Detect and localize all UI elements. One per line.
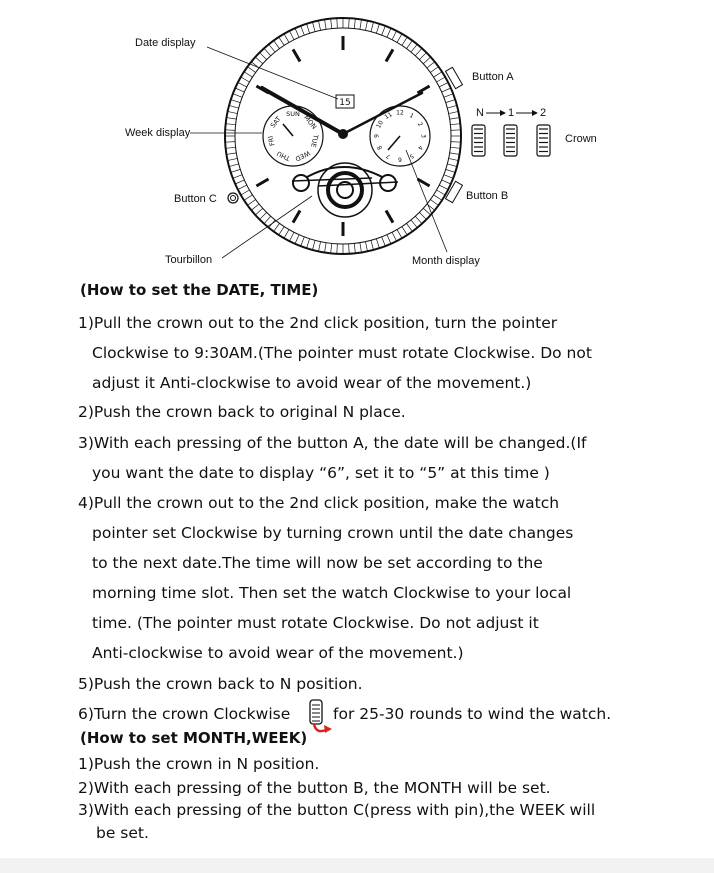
bezel-tick — [337, 244, 338, 254]
bezel-tick — [260, 212, 267, 219]
bezel-tick — [354, 19, 355, 29]
instruction-line: 5)Push the crown back to N position. — [78, 675, 363, 693]
instruction-line: Anti-clockwise to avoid wear of the movement.) — [92, 644, 464, 662]
month-number-label: 7 — [385, 151, 392, 160]
bezel-tick — [301, 237, 305, 246]
bezel-tick — [301, 26, 305, 35]
hour-marker — [417, 86, 429, 93]
bezel-tick — [228, 158, 238, 160]
bezel-tick — [450, 153, 460, 155]
bezel-tick — [233, 175, 242, 179]
instruction-line: for 25-30 rounds to wind the watch. — [333, 705, 612, 723]
bezel-tick — [450, 147, 460, 148]
week-display-label: Week display — [125, 127, 191, 139]
bezel-tick — [233, 94, 242, 98]
bezel-tick — [318, 21, 320, 31]
bezel-tick — [376, 239, 379, 249]
month-number-label: 2 — [415, 121, 424, 128]
date-window-number: 15 — [339, 98, 351, 108]
bezel-tick — [255, 57, 262, 64]
bezel-tick — [365, 21, 367, 31]
instruction-line: adjust it Anti-clockwise to avoid wear of the movement.) — [92, 374, 532, 392]
bezel-tick — [444, 175, 453, 179]
month-number-label: 6 — [398, 155, 402, 163]
crown-clockwise-icon — [306, 698, 336, 738]
bezel-tick — [434, 72, 442, 77]
bezel-tick — [349, 244, 350, 254]
bezel-tick — [446, 169, 456, 172]
bezel-tick — [411, 44, 417, 52]
instruction-line: 2)Push the crown back to original N place. — [78, 403, 406, 421]
bezel-tick — [349, 18, 350, 28]
bezel-tick — [434, 195, 442, 200]
bezel-tick — [255, 208, 262, 215]
month-number-label: 5 — [408, 151, 415, 160]
bezel-tick — [360, 19, 362, 29]
bezel-tick — [365, 242, 367, 252]
bezel-tick — [382, 26, 386, 35]
page-footer-band — [0, 858, 714, 873]
bezel-tick — [411, 220, 417, 228]
date-time-heading: (How to set the DATE, TIME) — [80, 281, 319, 299]
button-a-label: Button A — [472, 71, 514, 83]
instruction-line: 6)Turn the crown Clockwise — [78, 705, 291, 723]
bezel-tick — [406, 41, 412, 49]
bezel-tick — [397, 230, 402, 239]
bezel-tick — [225, 142, 235, 143]
bezel-tick — [442, 88, 451, 92]
bezel-tick — [307, 24, 310, 34]
bezel-tick — [325, 243, 327, 253]
bezel-tick — [226, 153, 236, 155]
instruction-line: 3)With each pressing of the button C(press with pin),the WEEK will — [78, 801, 596, 819]
bezel-tick — [446, 100, 456, 103]
instruction-line: 1)Push the crown in N position. — [78, 755, 320, 773]
bezel-tick — [241, 190, 250, 195]
bezel-tick — [279, 227, 284, 235]
bezel-tick — [235, 88, 244, 92]
bezel-tick — [269, 44, 275, 52]
bezel-tick — [226, 118, 236, 120]
bezel-tick — [382, 237, 386, 246]
bezel-tick — [274, 41, 280, 49]
bezel-tick — [387, 28, 391, 37]
bezel-tick — [225, 130, 235, 131]
bezel-tick — [244, 195, 252, 200]
bezel-tick — [260, 53, 267, 60]
instruction-line: you want the date to display “6”, set it to “5” at this time ) — [92, 464, 550, 482]
bezel-tick — [229, 164, 239, 167]
week-day-label: SUN — [286, 110, 300, 118]
bezel-tick — [289, 31, 294, 40]
bezel-tick — [248, 199, 256, 205]
tourbillon-label: Tourbillon — [165, 254, 213, 266]
bezel-tick — [241, 77, 250, 82]
week-day-label: SAT — [268, 115, 283, 130]
bezel-tick — [325, 19, 327, 29]
hour-marker — [256, 179, 268, 186]
instruction-line: to the next date.The time will now be set according to the — [92, 554, 543, 572]
instruction-line: pointer set Clockwise by turning crown until the date changes — [92, 524, 574, 542]
bezel-tick — [447, 105, 457, 108]
bezel-tick — [264, 216, 271, 223]
instruction-line: time. (The pointer must rotate Clockwise. Do not adjust it — [92, 614, 539, 632]
month-week-heading: (How to set MONTH,WEEK) — [80, 729, 308, 747]
bezel-tick — [360, 243, 362, 253]
instruction-line: 3)With each pressing of the button A, the date will be changed.(If — [78, 434, 587, 452]
bezel-tick — [229, 105, 239, 108]
bezel-tick — [284, 34, 289, 43]
bezel-tick — [235, 180, 244, 184]
bezel-tick — [244, 72, 252, 77]
week-day-label: MON — [302, 113, 319, 131]
bezel-tick — [251, 204, 259, 210]
month-number-label: 11 — [383, 111, 394, 122]
bezel-tick — [447, 164, 457, 167]
bezel-tick — [439, 185, 448, 190]
hour-marker — [293, 49, 300, 61]
hour-marker — [386, 49, 393, 61]
bezel-tick — [419, 53, 426, 60]
instruction-line: 4)Pull the crown out to the 2nd click position, make the watch — [78, 494, 560, 512]
bezel-tick — [387, 235, 391, 244]
bezel-tick — [442, 180, 451, 184]
week-day-label: WED — [293, 148, 312, 163]
week-day-label: FRI — [266, 135, 277, 147]
crown-position-2: 2 — [540, 107, 547, 119]
bezel-tick — [430, 67, 438, 73]
bezel-tick — [274, 223, 280, 231]
bezel-tick — [295, 235, 299, 244]
crown-label: Crown — [565, 133, 597, 145]
bezel-tick — [430, 199, 438, 205]
month-number-label: 8 — [376, 144, 385, 151]
bezel-tick — [371, 240, 374, 250]
week-day-label: TUE — [309, 133, 320, 149]
watch-diagram — [0, 0, 714, 275]
bezel-tick — [371, 22, 374, 32]
bezel-tick — [337, 18, 338, 28]
bezel-tick — [402, 227, 407, 235]
bezel-tick — [238, 82, 247, 87]
bezel-tick — [450, 118, 460, 120]
bezel-tick — [392, 31, 397, 40]
bezel-tick — [248, 67, 256, 73]
instruction-line: 2)With each pressing of the button B, the MONTH will be set. — [78, 779, 551, 797]
instruction-line: be set. — [96, 824, 149, 842]
bezel-tick — [289, 232, 294, 241]
bezel-tick — [284, 230, 289, 239]
bezel-tick — [397, 34, 402, 43]
button-c-label: Button C — [174, 193, 217, 205]
bezel-tick — [307, 239, 310, 249]
bezel-tick — [226, 147, 236, 148]
month-number-label: 1 — [408, 112, 415, 121]
bezel-tick — [419, 212, 426, 219]
bezel-tick — [295, 28, 299, 37]
instruction-line: 1)Pull the crown out to the 2nd click position, turn the pointer — [78, 314, 558, 332]
bezel-tick — [444, 94, 453, 98]
month-number-label: 9 — [373, 134, 381, 138]
bezel-tick — [437, 190, 446, 195]
bezel-tick — [331, 243, 332, 253]
bezel-tick — [449, 158, 459, 160]
bezel-tick — [449, 111, 459, 113]
crown-position-n: N — [476, 107, 484, 119]
bezel-tick — [226, 124, 236, 125]
bezel-tick — [238, 185, 247, 190]
crown-position-1: 1 — [508, 107, 515, 119]
bezel-tick — [415, 48, 422, 55]
month-number-label: 4 — [415, 144, 424, 151]
button-b-label: Button B — [466, 190, 509, 202]
bezel-tick — [427, 62, 435, 68]
bezel-tick — [450, 124, 460, 125]
bezel-tick — [451, 142, 461, 143]
bezel-tick — [406, 223, 412, 231]
bezel-tick — [318, 242, 320, 252]
bezel-tick — [402, 37, 407, 45]
bezel-tick — [376, 24, 379, 34]
bezel-tick — [437, 77, 446, 82]
bezel-tick — [312, 240, 315, 250]
bezel-tick — [312, 22, 315, 32]
bezel-tick — [279, 37, 284, 45]
bezel-tick — [354, 243, 355, 253]
bezel-tick — [423, 57, 430, 64]
hour-marker — [293, 210, 300, 222]
bezel-tick — [331, 19, 332, 29]
week-day-label: THU — [275, 149, 292, 163]
bezel-tick — [231, 100, 241, 103]
month-display-label: Month display — [412, 255, 480, 267]
bezel-tick — [439, 82, 448, 87]
month-number-label: 3 — [419, 134, 427, 138]
bezel-tick — [451, 130, 461, 131]
instruction-line: morning time slot. Then set the watch Clockwise to your local — [92, 584, 572, 602]
month-number-label: 12 — [396, 109, 404, 117]
instruction-line: Clockwise to 9:30AM.(The pointer must rotate Clockwise. Do not — [92, 344, 592, 362]
month-number-label: 10 — [375, 119, 386, 130]
bezel-tick — [415, 216, 422, 223]
bezel-tick — [228, 111, 238, 113]
hour-marker — [386, 210, 393, 222]
date-display-label: Date display — [135, 37, 196, 49]
bezel-tick — [392, 232, 397, 241]
bezel-tick — [231, 169, 241, 172]
bezel-tick — [264, 48, 271, 55]
watch-illustration — [0, 0, 714, 275]
